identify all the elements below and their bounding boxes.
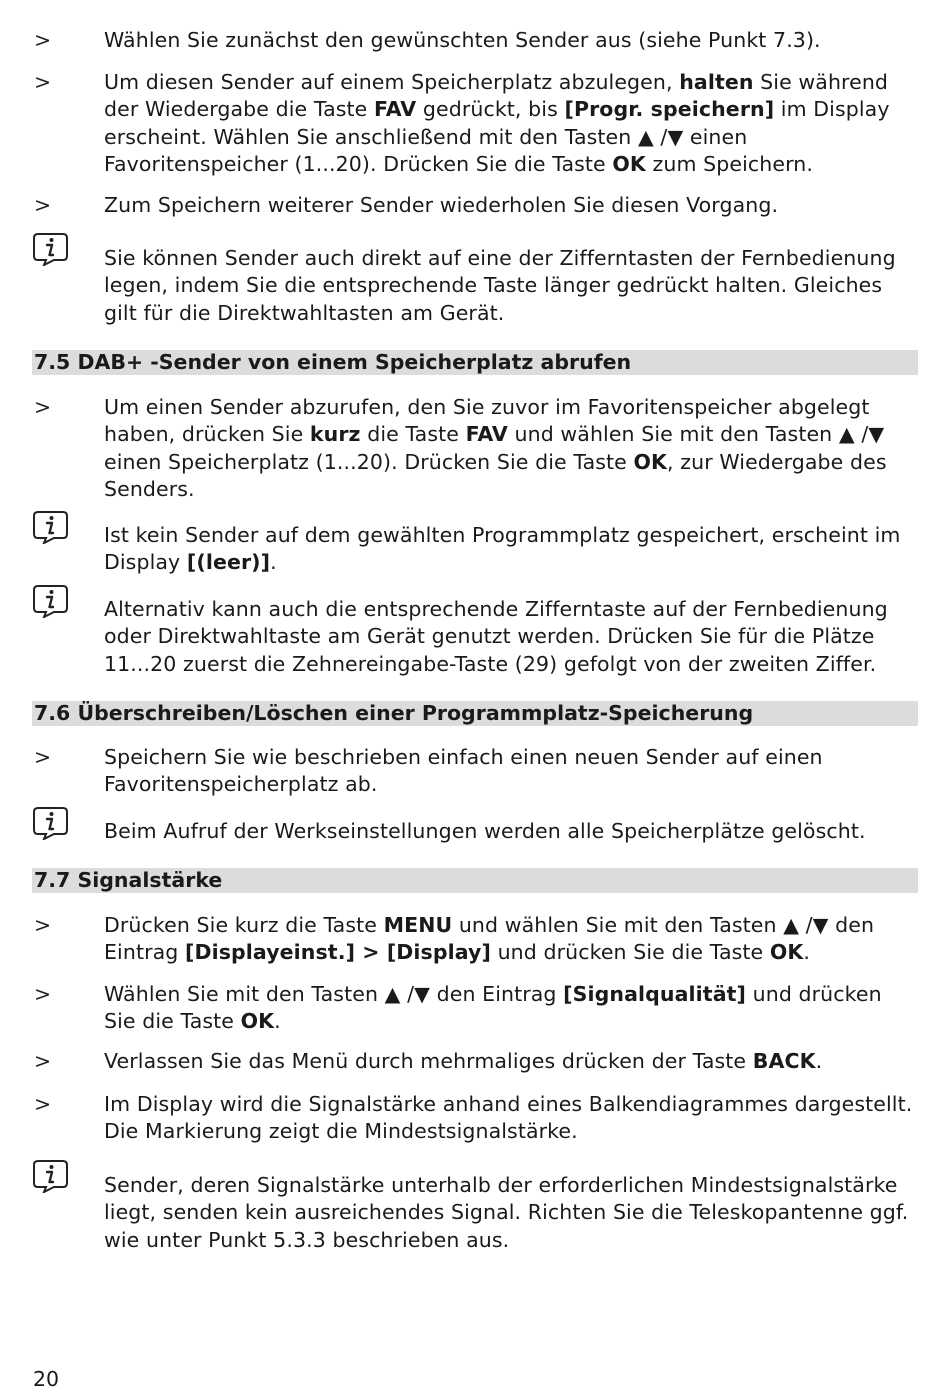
instruction-text: Speichern Sie wie beschrieben einfach einen neuen Sender auf einen Favoritenspeicherplatz ab.	[104, 745, 823, 797]
text-segment: im Display erscheint. Wählen Sie anschließend mit den Tasten ▲ /▼ einen Favoritenspeicher (1...20). Drücken Sie die Taste	[104, 97, 890, 176]
instruction-text	[104, 912, 919, 967]
step-marker: >	[34, 745, 52, 769]
bold-text: OK	[612, 151, 646, 176]
page-number: 20	[33, 1367, 60, 1391]
step-marker: >	[34, 1049, 52, 1073]
step-marker: >	[34, 193, 52, 217]
info-text: Sender, deren Signalstärke unterhalb der erforderlichen Mindestsignalstärke liegt, senden kein ausreichendes Signal. Richten Sie die Teleskopantenne ggf. wie unter Punkt 5.3.3 beschrieben aus.	[104, 1173, 909, 1252]
bold-text: [Displayeinst.] > [Display]	[185, 940, 491, 965]
text-segment: und wählen Sie mit den Tasten ▲ /▼ einen Speicherplatz (1...20). Drücken Sie die Taste	[104, 422, 885, 474]
text-segment: Um einen Sender abzurufen, den Sie zuvor im Favoritenspeicher abgelegt haben, drücken Sie	[104, 395, 870, 447]
bold-text: kurz	[309, 422, 361, 447]
text-segment: Drücken Sie kurz die Taste	[104, 913, 384, 937]
bold-text: MENU	[383, 913, 453, 937]
step-marker: >	[34, 913, 52, 937]
text-segment: und drücken Sie die Taste	[490, 940, 770, 965]
info-icon	[32, 232, 69, 266]
bold-text: halten	[679, 70, 754, 94]
step-marker: >	[34, 1092, 52, 1116]
text-segment: und drücken Sie die Taste	[104, 982, 882, 1034]
step-marker: >	[34, 982, 52, 1006]
info-icon	[32, 584, 69, 618]
info-text: Beim Aufruf der Werkseinstellungen werden alle Speicherplätze gelöscht.	[104, 819, 866, 843]
info-text	[104, 522, 919, 577]
text-segment: , zur Wiedergabe des Senders.	[104, 449, 887, 501]
step-marker: >	[34, 70, 52, 94]
bold-text: OK	[769, 940, 804, 965]
bold-text: FAV	[373, 97, 417, 122]
text-segment: zum Speichern.	[645, 151, 813, 176]
instruction-text	[104, 394, 919, 503]
text-segment: Wählen Sie mit den Tasten ▲ /▼ den Eintrag	[104, 982, 564, 1006]
bold-text: [Progr. speichern]	[564, 97, 775, 122]
text-segment: Ist kein Sender auf dem gewählten Programmplatz gespeichert, erscheint im Display	[104, 523, 901, 575]
text-segment: Sie während der Wiedergabe die Taste	[104, 70, 889, 122]
text-segment: .	[803, 940, 811, 965]
bold-text: [(leer)]	[186, 550, 271, 575]
section-heading: 7.5 DAB+ -Sender von einem Speicherplatz abrufen	[32, 350, 918, 375]
instruction-text: Wählen Sie zunächst den gewünschten Sender aus (siehe Punkt 7.3).	[104, 28, 821, 52]
bold-text: BACK	[752, 1049, 816, 1073]
bold-text: OK	[240, 1009, 275, 1034]
text-segment: und wählen Sie mit den Tasten ▲ /▼ den Eintrag	[104, 913, 875, 965]
section-heading: 7.6 Überschreiben/Löschen einer Programmplatz-Speicherung	[32, 701, 918, 726]
instruction-text: Im Display wird die Signalstärke anhand eines Balkendiagrammes dargestellt. Die Markierung zeigt die Mindestsignalstärke.	[104, 1092, 913, 1144]
section-heading: 7.7 Signalstärke	[32, 868, 918, 893]
instruction-text	[104, 981, 919, 1036]
step-marker: >	[34, 395, 52, 419]
step-marker: >	[34, 28, 52, 52]
instruction-text	[104, 69, 919, 178]
info-text: Sie können Sender auch direkt auf eine der Zifferntasten der Fernbedienung legen, indem Sie die entsprechende Taste länger gedrückt halten. Gleiches gilt für die Direktwahltasten am Gerät.	[104, 246, 896, 325]
text-segment: gedrückt, bis	[416, 97, 565, 122]
info-icon	[32, 510, 69, 544]
text-segment: .	[815, 1049, 823, 1073]
instruction-text	[104, 1048, 919, 1075]
bold-text: FAV	[465, 422, 508, 447]
text-segment: .	[270, 550, 277, 575]
bold-text: OK	[633, 449, 668, 474]
info-icon	[32, 806, 69, 840]
text-segment: Verlassen Sie das Menü durch mehrmaliges drücken der Taste	[104, 1049, 753, 1073]
instruction-text: Zum Speichern weiterer Sender wiederholen Sie diesen Vorgang.	[104, 193, 779, 217]
text-segment: .	[274, 1009, 281, 1034]
text-segment: Um diesen Sender auf einem Speicherplatz abzulegen,	[104, 70, 680, 94]
info-icon	[32, 1159, 69, 1193]
bold-text: [Signalqualität]	[563, 982, 747, 1006]
info-text: Alternativ kann auch die entsprechende Zifferntaste auf der Fernbedienung oder Direktwahltaste am Gerät genutzt werden. Drücken Sie für die Plätze 11...20 zuerst die Zehnereingabe-Taste (29) gefolgt von der zweiten Ziffer.	[104, 597, 888, 676]
text-segment: die Taste	[360, 422, 466, 447]
